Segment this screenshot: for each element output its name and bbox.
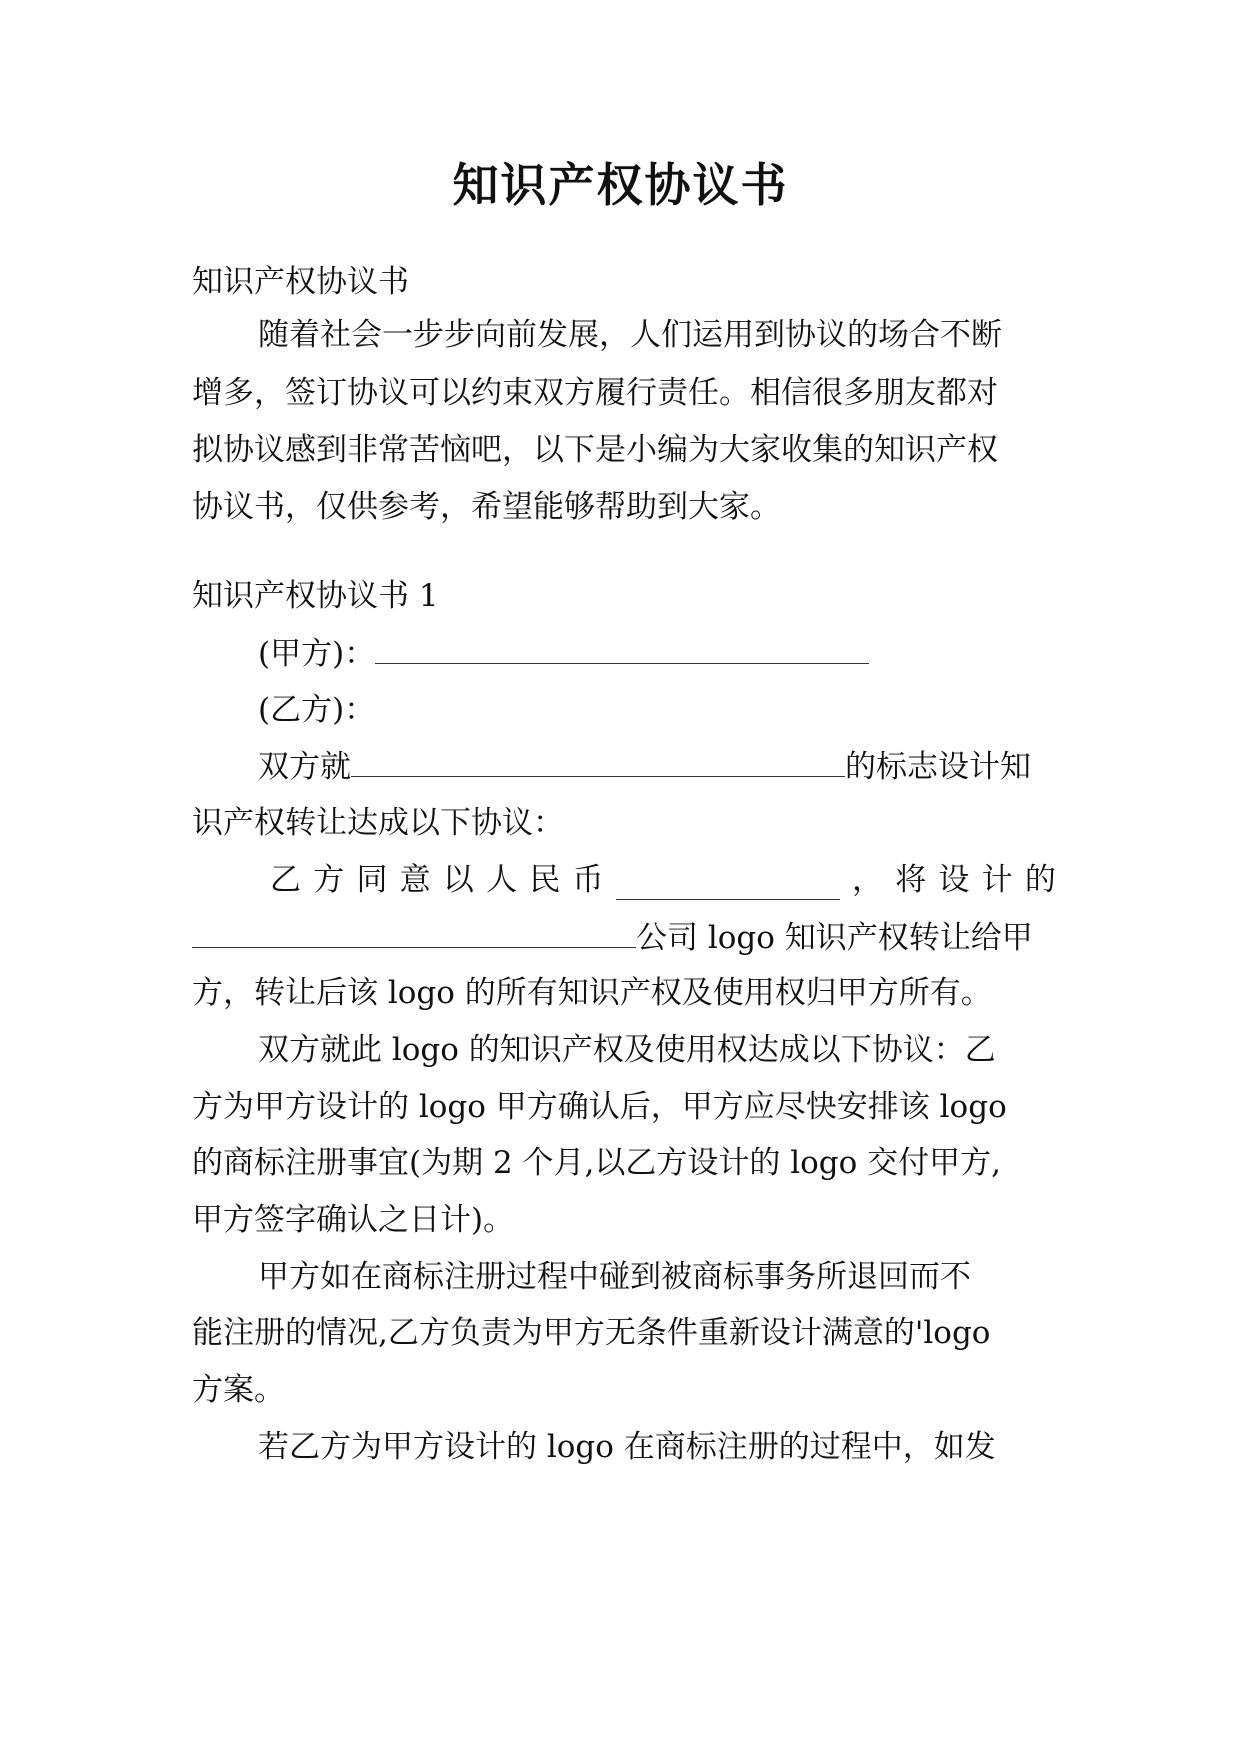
clause4-line-3: 方案。: [192, 1372, 285, 1408]
clause3-line-2: 方为甲方设计的 logo 甲方确认后，甲方应尽快安排该 logo: [192, 1089, 1007, 1125]
intro-line-4: 协议书，仅供参考，希望能够帮助到大家。: [192, 489, 781, 525]
party-b-line: [258, 690, 375, 730]
clause5-line-1: 若乙方为甲方设计的 logo 在商标注册的过程中，如发: [258, 1429, 996, 1465]
clause1-end: 的标志设计知: [845, 749, 1031, 785]
clause4-line-2: 能注册的情况,乙方负责为甲方无条件重新设计满意的'logo: [192, 1315, 991, 1351]
clause2-line-2: [192, 917, 1033, 958]
clause2-char: 将: [895, 862, 927, 898]
clause2-price-blank: [616, 869, 840, 900]
clause2-char: 乙: [270, 862, 301, 898]
clause2-char: 的: [1024, 862, 1056, 898]
clause1-start: 双方就: [258, 749, 351, 785]
clause2-char: 人: [486, 862, 518, 898]
clause1-line-2: 识产权转让达成以下协议：: [192, 805, 564, 841]
intro-line-3-text: 拟协议感到非常苦恼吧，以下是小编为大家收集的知识产权: [192, 432, 998, 468]
clause2-line-3: 方，转让后该 logo 的所有知识产权及使用权归甲方所有。: [192, 975, 992, 1011]
clause1-line-1: [258, 746, 1031, 787]
clause2-char: 意: [399, 862, 431, 898]
party-b-label: (乙方)：: [258, 692, 376, 728]
clause4-line-1: 甲方如在商标注册过程中碰到被商标事务所退回而不: [258, 1259, 971, 1295]
clause2-char: 设: [938, 862, 970, 898]
clause2-line-1: [270, 860, 1056, 900]
document-title: 知识产权协议书: [452, 158, 789, 212]
intro-line-2: [192, 373, 1056, 413]
clause2-char: 币: [572, 862, 604, 898]
clause3-line-3: 的商标注册事宜(为期 2 个月,以乙方设计的 logo 交付甲方,: [192, 1145, 1002, 1181]
clause2-char: 以: [442, 862, 474, 898]
party-a-label: (甲方)：: [258, 636, 376, 672]
clause2-comma: ，: [851, 862, 883, 898]
clause2-line-2-text: 公司 logo 知识产权转让给甲: [636, 920, 1033, 956]
party-a-blank: [375, 633, 869, 664]
intro-line-1-text: 随着社会一步步向前发展，人们运用到协议的场合不断: [258, 317, 1002, 353]
clause3-line-4: 甲方签字确认之日计)。: [192, 1202, 515, 1238]
clause3-line-1: 双方就此 logo 的知识产权及使用权达成以下协议：乙: [258, 1032, 996, 1068]
clause1-blank: [351, 746, 845, 777]
clause2-char: 方: [313, 862, 345, 898]
document-heading: 知识产权协议书: [192, 264, 409, 300]
party-a-line: [258, 633, 869, 674]
clause2-char: 计: [981, 862, 1013, 898]
section-heading: 知识产权协议书 1: [192, 578, 439, 614]
intro-line-1: [258, 315, 1056, 355]
clause2-char: 民: [529, 862, 561, 898]
clause2-char: 同: [356, 862, 388, 898]
clause2-company-blank: [192, 917, 636, 948]
intro-line-2-text: 增多，签订协议可以约束双方履行责任。相信很多朋友都对: [192, 375, 998, 411]
intro-line-3: [192, 430, 1056, 470]
